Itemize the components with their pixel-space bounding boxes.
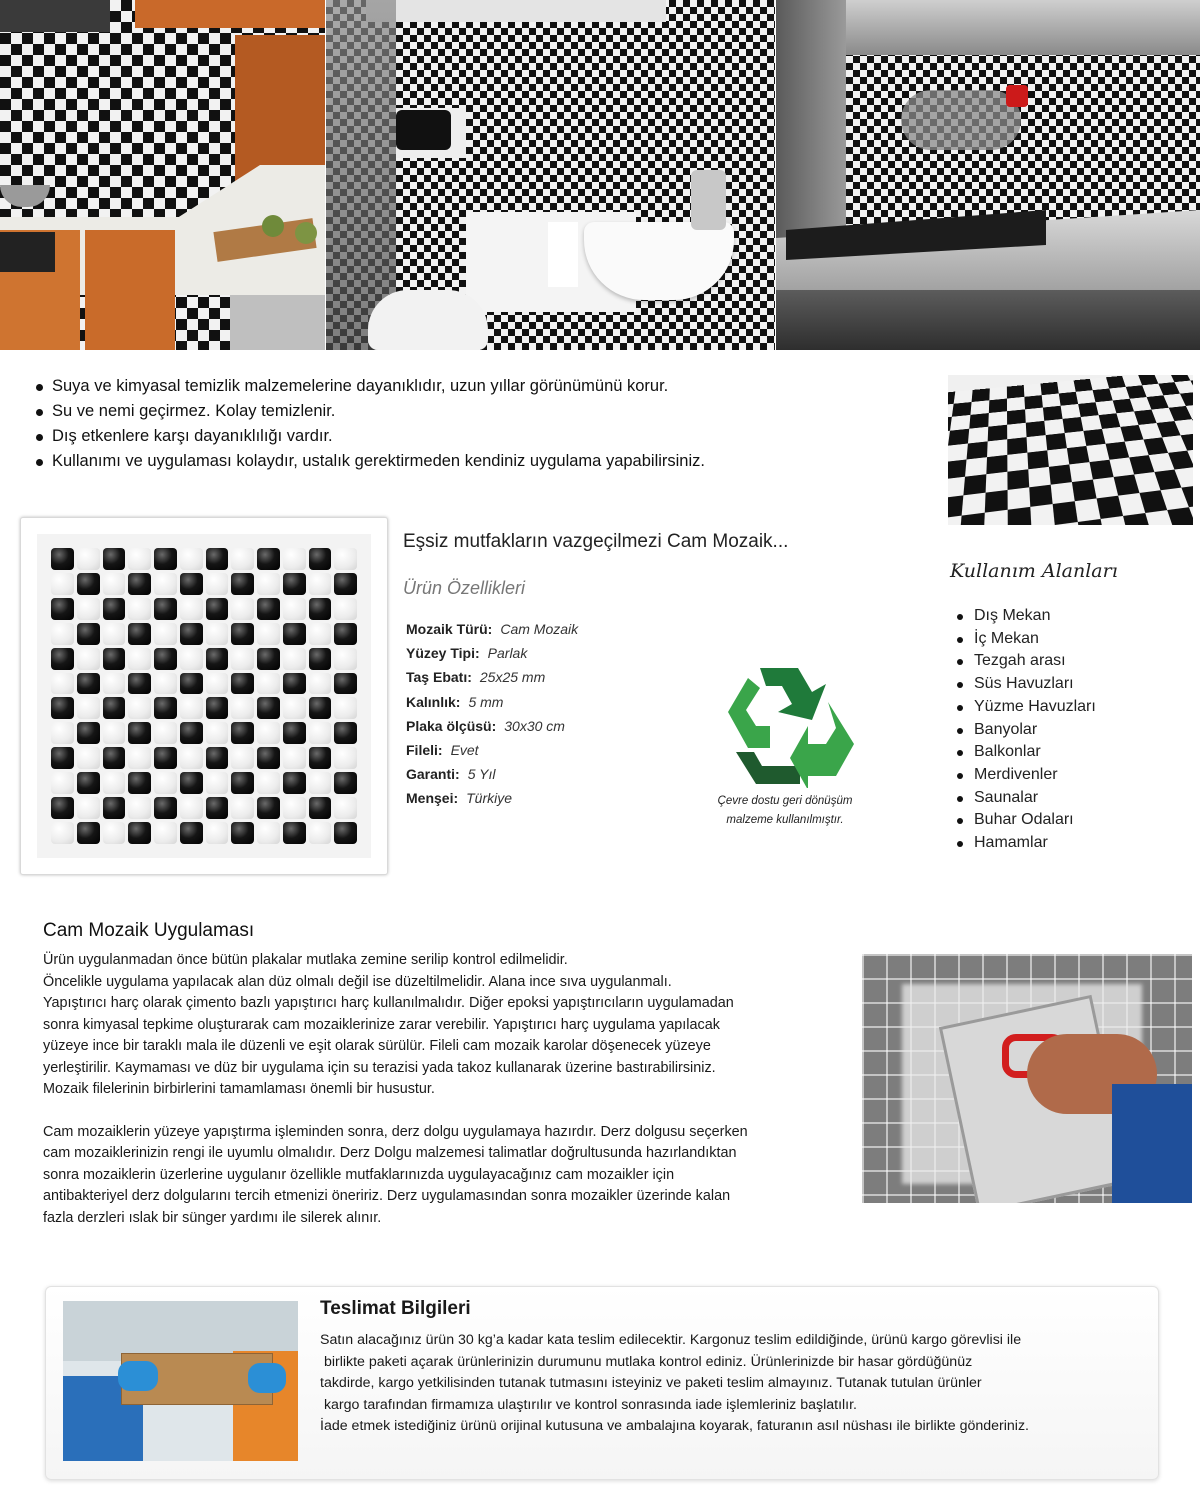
mosaic-tile — [309, 623, 332, 645]
mosaic-tile — [334, 623, 357, 645]
mosaic-tile — [334, 573, 357, 595]
application-line: Yapıştırıcı harç olarak çimento bazlı yapıştırıcı harç kullanılmalıdır. Diğer epoksi yapıştırıcıların uygulamadan — [43, 995, 734, 1011]
mosaic-tile — [334, 797, 357, 819]
mosaic-tile — [334, 548, 357, 570]
mosaic-tile — [206, 673, 229, 695]
spec-value: Cam Mozaik — [500, 621, 579, 637]
application-line: yüzeye ince bir taraklı mala ile düzenli ve eşit olarak sürülür. Fileli cam mozaik karolar döşenecek yüzeye — [43, 1038, 711, 1054]
spec-value: 5 Yıl — [467, 766, 496, 783]
mosaic-tile — [128, 598, 151, 620]
mosaic-tile — [257, 673, 280, 695]
recycle-icon — [708, 648, 858, 788]
application-line: Öncelikle uygulama yapılacak alan düz olmalı değil ise düzeltilmelidir. Alana ince sıva uygulanmalı. — [43, 973, 672, 990]
mosaic-tile — [283, 548, 306, 570]
application-line: fazla derzleri ıslak bir sünger yardımı ile silerek alınır. — [43, 1209, 382, 1226]
spec-label: Menşei: — [406, 790, 459, 807]
usage-item: Banyolar — [952, 719, 1096, 742]
product-sample-board — [20, 517, 388, 875]
grout-application-photo — [862, 954, 1192, 1203]
usage-item: Balkonlar — [952, 741, 1096, 764]
spec-label: Kalınlık: — [406, 693, 461, 710]
application-line: antibakteriyel derz dolgularını tercih etmenizi öneririz. Derz uygulamasından sonra mozaikler üzerinde kalan — [43, 1188, 731, 1204]
application-line: Mozaik filelerinin birbirlerini tamamlaması önemli bir husustur. — [43, 1081, 435, 1097]
mosaic-tile — [283, 697, 306, 719]
mosaic-tile — [103, 747, 126, 769]
delivery-line: takdirde, kargo yetkilisinden tutanak tutmasını isteyiniz ve paketi teslim almayınız. Tutanak tutulan ürünler — [320, 1375, 982, 1391]
mosaic-tile — [309, 747, 332, 769]
mosaic-tile — [206, 797, 229, 819]
mosaic-tile — [103, 772, 126, 794]
mosaic-tile — [283, 573, 306, 595]
application-text — [43, 950, 853, 1229]
usage-item: Merdivenler — [952, 764, 1096, 787]
mosaic-tile — [51, 747, 74, 769]
mosaic-tile — [51, 772, 74, 794]
mosaic-tile — [103, 573, 126, 595]
eco-note-line: Çevre dostu geri dönüşüm — [717, 795, 853, 807]
mosaic-tile — [128, 722, 151, 744]
mosaic-tile — [180, 573, 203, 595]
feature-item: Suya ve kimyasal temizlik malzemelerine dayanıklıdır, uzun yıllar görünümünü korur. — [30, 374, 910, 399]
mosaic-tile — [231, 697, 254, 719]
usage-item: Süs Havuzları — [952, 673, 1096, 696]
mosaic-tile — [180, 673, 203, 695]
mosaic-tile — [128, 673, 151, 695]
mosaic-tile — [206, 573, 229, 595]
mosaic-tile — [51, 623, 74, 645]
mosaic-tile — [334, 822, 357, 844]
eco-note — [690, 792, 880, 830]
feature-item: Su ve nemi geçirmez. Kolay temizlenir. — [30, 399, 910, 424]
delivery-line: kargo tarafından firmamıza ulaştırılır ve kontrol sonrasında iade işlemleriniz başlatılır. — [320, 1396, 857, 1413]
usage-list — [952, 605, 1096, 855]
usage-title: Kullanım Alanları — [950, 560, 1118, 582]
mosaic-tile — [51, 722, 74, 744]
mosaic-tile — [77, 648, 100, 670]
mosaic-tile — [334, 598, 357, 620]
spec-row — [406, 665, 578, 689]
mosaic-tile — [283, 598, 306, 620]
mosaic-tile — [77, 598, 100, 620]
mosaic-tile — [283, 797, 306, 819]
spec-value: Türkiye — [466, 790, 513, 807]
mosaic-tile — [334, 648, 357, 670]
bathroom-photo-center — [326, 0, 775, 350]
mosaic-tile — [309, 648, 332, 670]
mosaic-tile — [334, 772, 357, 794]
mosaic-tile — [257, 623, 280, 645]
application-line: cam mozaiklerinizin rengi ile uyumlu olmalıdır. Derz Dolgu malzemesi talimatlar doğrultusunda hazırlandıktan — [43, 1145, 737, 1161]
mosaic-tile — [283, 722, 306, 744]
mosaic-tile — [309, 697, 332, 719]
mosaic-tile — [206, 822, 229, 844]
mosaic-tile — [309, 598, 332, 620]
mosaic-tile — [154, 697, 177, 719]
usage-item: Tezgah arası — [952, 650, 1096, 673]
spec-label: Garanti: — [406, 766, 460, 783]
usage-item: Saunalar — [952, 787, 1096, 810]
mosaic-tile — [103, 697, 126, 719]
spec-row — [406, 786, 578, 810]
mosaic-tile — [154, 573, 177, 595]
mosaic-tile — [180, 648, 203, 670]
mosaic-tile — [77, 747, 100, 769]
spec-value: 5 mm — [468, 693, 504, 710]
mosaic-tile — [77, 797, 100, 819]
eco-note-line: malzeme kullanılmıştır. — [726, 814, 844, 826]
mosaic-tile — [231, 573, 254, 595]
mosaic-tile — [231, 747, 254, 769]
mosaic-tile — [154, 623, 177, 645]
mosaic-tile — [257, 797, 280, 819]
mosaic-tile — [51, 598, 74, 620]
usage-item: Hamamlar — [952, 832, 1096, 855]
application-line: Cam mozaiklerin yüzeye yapıştırma işleminden sonra, derz dolgu uygulamaya hazırdır. Derz dolgusu seçerken — [43, 1123, 748, 1140]
mosaic-tile — [206, 722, 229, 744]
mosaic-tile — [180, 548, 203, 570]
mosaic-tile — [257, 772, 280, 794]
specs-title: Ürün Özellikleri — [403, 578, 526, 598]
mosaic-tile — [180, 822, 203, 844]
mosaic-tile — [180, 722, 203, 744]
mosaic-tile — [77, 573, 100, 595]
mosaic-tile — [103, 673, 126, 695]
spec-row — [406, 714, 578, 738]
delivery-line: birlikte paketi açarak ürünlerinizin durumunu mutlaka kontrol ediniz. Ürünlerinizde bir hasar gördüğünüz — [320, 1353, 973, 1370]
mosaic-tile — [309, 573, 332, 595]
spec-row — [406, 690, 578, 714]
tile-closeup-photo — [948, 375, 1193, 525]
mosaic-tile — [51, 648, 74, 670]
mosaic-tile — [309, 772, 332, 794]
spec-label: Taş Ebatı: — [406, 669, 472, 686]
mosaic-tile — [231, 648, 254, 670]
mosaic-tile — [77, 772, 100, 794]
mosaic-tile — [103, 797, 126, 819]
mosaic-tile — [154, 722, 177, 744]
mosaic-tile — [103, 822, 126, 844]
spec-label: Plaka ölçüsü: — [406, 717, 497, 734]
mosaic-tile — [231, 772, 254, 794]
mosaic-tile — [231, 673, 254, 695]
usage-item: Buhar Odaları — [952, 809, 1096, 832]
application-line: Ürün uygulanmadan önce bütün plakalar mutlaka zemine serilip kontrol edilmelidir. — [43, 952, 568, 968]
mosaic-tile — [128, 772, 151, 794]
spec-row — [406, 738, 578, 762]
mosaic-tile — [206, 648, 229, 670]
mosaic-tile — [77, 673, 100, 695]
mosaic-tile — [154, 797, 177, 819]
mosaic-tile — [257, 697, 280, 719]
application-title: Cam Mozaik Uygulaması — [43, 920, 255, 941]
mosaic-tile — [231, 548, 254, 570]
delivery-text — [320, 1330, 1150, 1438]
delivery-line: Satın alacağınız ürün 30 kg’a kadar kata teslim edilecektir. Kargonuz teslim edildiğinde, ürünü kargo görevlisi ile — [320, 1332, 1022, 1348]
mosaic-tile — [283, 822, 306, 844]
mosaic-tile — [257, 548, 280, 570]
mosaic-tile — [231, 822, 254, 844]
mosaic-tile — [103, 548, 126, 570]
mosaic-tile — [257, 747, 280, 769]
mosaic-tile — [154, 822, 177, 844]
product-tagline: Eşsiz mutfakların vazgeçilmezi Cam Mozaik... — [403, 531, 789, 552]
mosaic-tile-grid — [37, 534, 371, 858]
mosaic-tile — [231, 623, 254, 645]
spec-row — [406, 641, 578, 665]
mosaic-tile — [128, 648, 151, 670]
mosaic-tile — [128, 747, 151, 769]
mosaic-tile — [257, 822, 280, 844]
spec-label: Fileli: — [406, 741, 443, 758]
mosaic-tile — [51, 548, 74, 570]
mosaic-tile — [309, 822, 332, 844]
mosaic-tile — [231, 797, 254, 819]
mosaic-tile — [206, 747, 229, 769]
mosaic-tile — [283, 648, 306, 670]
mosaic-tile — [128, 822, 151, 844]
mosaic-tile — [206, 697, 229, 719]
mosaic-tile — [128, 697, 151, 719]
mosaic-tile — [334, 673, 357, 695]
mosaic-tile — [231, 598, 254, 620]
mosaic-tile — [51, 697, 74, 719]
spec-row — [406, 762, 578, 786]
mosaic-tile — [51, 822, 74, 844]
usage-item: Yüzme Havuzları — [952, 696, 1096, 719]
mosaic-tile — [334, 722, 357, 744]
application-line: sonra kimyasal tepkime oluşturarak cam mozaiklerinize zarar verebilir. Yapıştırıcı harç uygulama yapılacak — [43, 1016, 720, 1033]
mosaic-tile — [154, 673, 177, 695]
mosaic-tile — [206, 548, 229, 570]
mosaic-tile — [103, 623, 126, 645]
spec-value: Parlak — [487, 645, 528, 662]
feature-list — [30, 374, 910, 474]
spec-value: 30x30 cm — [504, 717, 565, 734]
mosaic-tile — [283, 623, 306, 645]
mosaic-tile — [180, 772, 203, 794]
mosaic-tile — [180, 623, 203, 645]
mosaic-tile — [283, 747, 306, 769]
mosaic-tile — [309, 797, 332, 819]
mosaic-tile — [77, 722, 100, 744]
kitchen-photo-left — [0, 0, 325, 350]
spec-row — [406, 617, 578, 641]
spec-list — [406, 617, 578, 811]
mosaic-tile — [334, 747, 357, 769]
delivery-line: İade etmek istediğiniz ürünü orijinal kutusuna ve ambalajına koyarak, faturanın asıl nüshası ile birlikte gönderiniz. — [320, 1418, 1029, 1434]
mosaic-tile — [180, 747, 203, 769]
usage-item: İç Mekan — [952, 628, 1096, 651]
mosaic-tile — [77, 697, 100, 719]
mosaic-tile — [206, 598, 229, 620]
mosaic-tile — [77, 548, 100, 570]
feature-item: Kullanımı ve uygulaması kolaydır, ustalık gerektirmeden kendiniz uygulama yapabilirsiniz. — [30, 449, 910, 474]
mosaic-tile — [283, 772, 306, 794]
mosaic-tile — [154, 548, 177, 570]
mosaic-tile — [180, 598, 203, 620]
application-line: sonra mozaiklerin üzerlerine uygulanır özellikle mutfaklarınızda uygulayacağınız cam mozaikler için — [43, 1166, 675, 1183]
mosaic-tile — [51, 573, 74, 595]
mosaic-tile — [257, 598, 280, 620]
usage-item: Dış Mekan — [952, 605, 1096, 628]
mosaic-tile — [154, 747, 177, 769]
mosaic-tile — [77, 822, 100, 844]
mosaic-tile — [283, 673, 306, 695]
delivery-photo — [63, 1301, 298, 1461]
mosaic-tile — [128, 548, 151, 570]
spec-label: Yüzey Tipi: — [406, 645, 480, 662]
mosaic-tile — [309, 673, 332, 695]
mosaic-tile — [334, 697, 357, 719]
mosaic-tile — [103, 648, 126, 670]
mosaic-tile — [309, 548, 332, 570]
mosaic-tile — [103, 598, 126, 620]
mosaic-tile — [154, 648, 177, 670]
mosaic-tile — [206, 623, 229, 645]
spec-value: Evet — [450, 741, 479, 758]
feature-item: Dış etkenlere karşı dayanıklılığı vardır. — [30, 424, 910, 449]
mosaic-tile — [51, 797, 74, 819]
mosaic-tile — [77, 623, 100, 645]
mosaic-tile — [231, 722, 254, 744]
mosaic-tile — [206, 772, 229, 794]
spec-label: Mozaik Türü: — [406, 621, 493, 637]
mosaic-tile — [154, 772, 177, 794]
mosaic-tile — [257, 722, 280, 744]
delivery-title: Teslimat Bilgileri — [320, 1298, 471, 1319]
mosaic-tile — [309, 722, 332, 744]
mosaic-tile — [257, 648, 280, 670]
mosaic-tile — [128, 573, 151, 595]
mosaic-tile — [257, 573, 280, 595]
mosaic-tile — [154, 598, 177, 620]
kitchen-photo-right — [776, 0, 1200, 350]
spec-value: 25x25 mm — [479, 669, 546, 686]
mosaic-tile — [180, 697, 203, 719]
mosaic-tile — [103, 722, 126, 744]
mosaic-tile — [51, 673, 74, 695]
application-line: yerleştirilir. Kaymaması ve düz bir uygulama için su terazisi yada takoz kullanarak üzerine bastırabilirsiniz. — [43, 1059, 716, 1076]
mosaic-tile — [128, 623, 151, 645]
mosaic-tile — [128, 797, 151, 819]
mosaic-tile — [180, 797, 203, 819]
